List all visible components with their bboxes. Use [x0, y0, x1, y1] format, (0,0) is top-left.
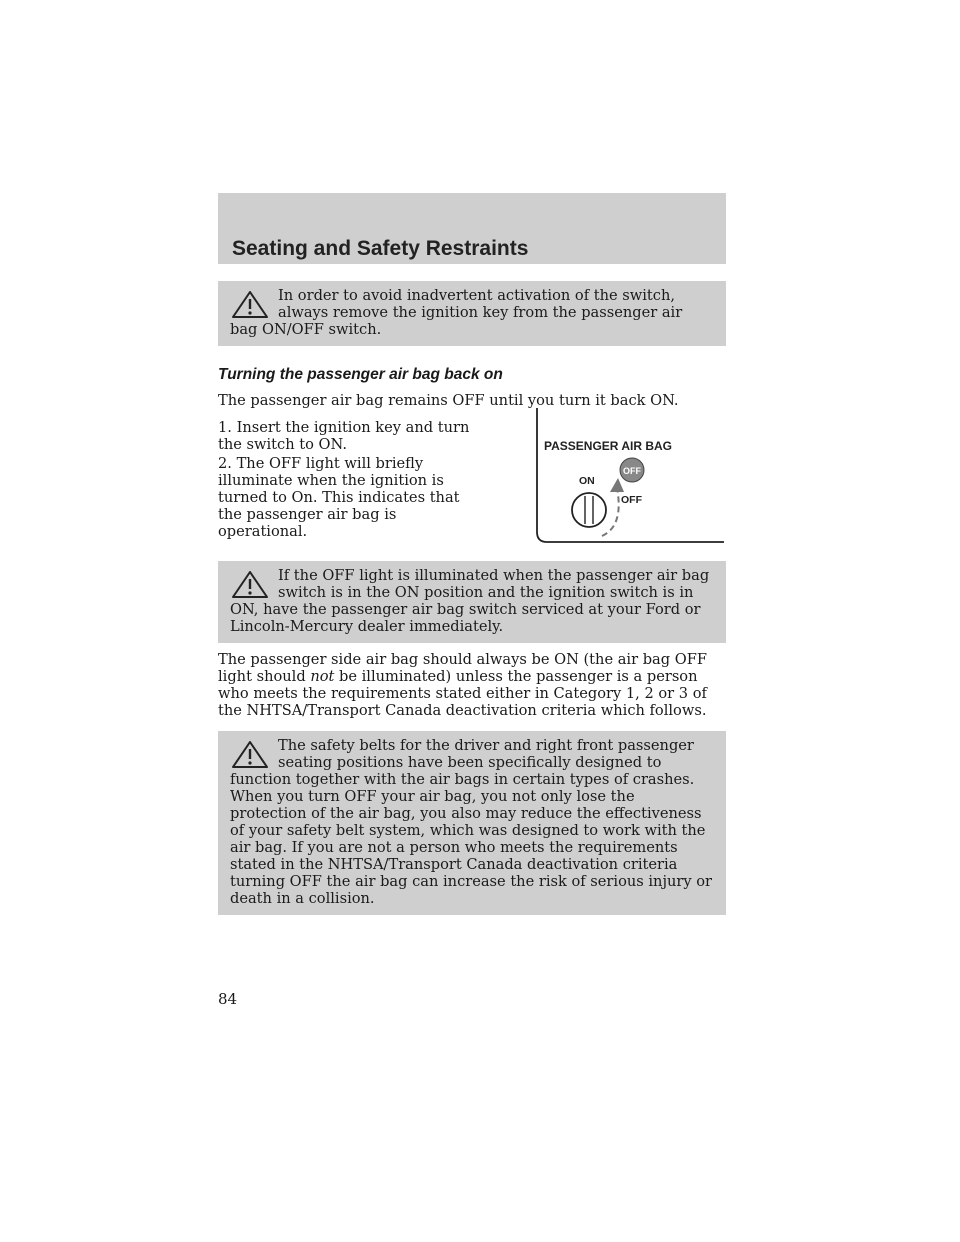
step-1: 1. Insert the ignition key and turn the switch to ON.	[218, 419, 470, 453]
body-text-2: be illuminated) unless the passenger is a person who meets the requirements stated either in Category 1, 2 or 3 of the NHTSA/Transport Canada deactivation criteria which follows.	[218, 668, 707, 719]
section-title: Seating and Safety Restraints	[232, 237, 529, 260]
key-switch-knob	[572, 493, 606, 527]
body-paragraph	[218, 651, 728, 719]
warning-box-off-light	[218, 561, 726, 643]
step-2: 2. The OFF light will briefly illuminate when the ignition is turned to On. This indicates that the passenger air bag is operational.	[218, 455, 460, 540]
warning-text: The safety belts for the driver and right front passenger seating positions have been specifically designed to function together with the air bags in certain types of crashes. When you turn OFF your air bag, you not only lose the protection of the air bag, you also may reduce the effectiveness of your safety belt system, which was designed to work with the air bag. If you are not a person who meets the requirements stated in the NHTSA/Transport Canada deactivation criteria turning OFF the air bag can increase the risk of serious injury or death in a collision.	[230, 737, 712, 907]
warning-icon	[230, 569, 270, 599]
diagram-on-label: ON	[579, 475, 595, 487]
off-light-label: OFF	[623, 466, 641, 476]
warning-text: In order to avoid inadvertent activation of the switch, always remove the ignition key from the passenger air bag ON/OFF switch.	[230, 287, 683, 338]
header-bar	[218, 193, 726, 264]
diagram-title: PASSENGER AIR BAG	[544, 439, 673, 453]
subheading-turning-back-on: Turning the passenger air bag back on	[218, 366, 503, 383]
turn-arrow-head	[610, 478, 624, 492]
airbag-switch-diagram	[534, 408, 724, 544]
warning-box-safety-belts	[218, 731, 726, 915]
page-number: 84	[218, 990, 238, 1008]
warning-text: If the OFF light is illuminated when the passenger air bag switch is in the ON position and the ignition switch is in ON, have the passenger air bag switch serviced at your Ford or Lincoln-Mercury dealer immediately.	[230, 567, 710, 635]
warning-icon	[230, 289, 270, 319]
body-text-1: The passenger side air bag should always be ON (the air bag OFF light should	[218, 651, 707, 685]
diagram-off-label: OFF	[621, 494, 642, 506]
warning-box-ignition-key	[218, 281, 726, 346]
body-italic-not: not	[310, 668, 335, 685]
intro-paragraph: The passenger air bag remains OFF until you turn it back ON.	[218, 392, 679, 409]
warning-icon	[230, 739, 270, 769]
